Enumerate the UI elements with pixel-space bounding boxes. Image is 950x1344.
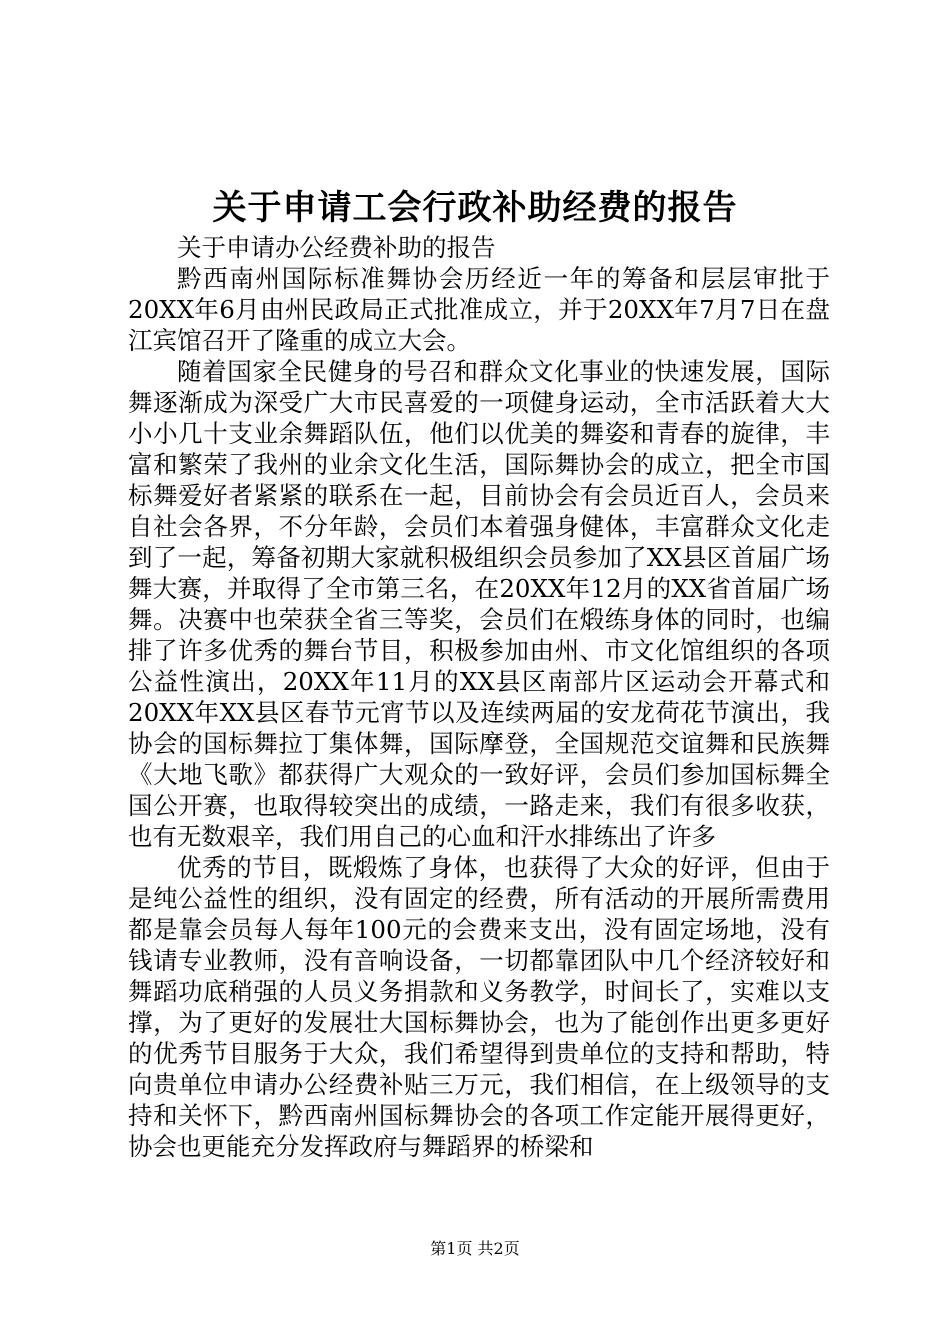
paragraph: 黔西南州国际标准舞协会历经近一年的筹备和层层审批于20XX年6月由州民政局正式批准成立，并于20XX年7月7日在盘江宾馆召开了隆重的成立大会。 [128,264,830,355]
paragraph: 关于申请办公经费补助的报告 [177,233,496,262]
page-number-footer: 第1页 共2页 [430,1239,520,1258]
document-body [128,232,830,1162]
paragraph: 优秀的节目，既煅炼了身体，也获得了大众的好评，但由于是纯公益性的组织，没有固定的经费，所有活动的开展所需费用都是靠会员每人每年100元的会费来支出，没有固定场地，没有钱请专业教师，没有音响设备，一切都靠团队中几个经济较好和舞蹈功底稍强的人员义务捐款和义务教学，时间长了，实难以支撑，为了更好的发展壮大国标舞协会，也为了能创作出更多更好的优秀节目服务于大众，我们希望得到贵单位的支持和帮助，特向贵单位申请办公经费补贴三万元，我们相信，在上级领导的支持和关怀下，黔西南州国标舞协会的各项工作定能开展得更好，协会也更能充分发挥政府与舞蹈界的桥梁和 [128,853,830,1161]
paragraph: 随着国家全民健身的号召和群众文化事业的快速发展，国际舞逐渐成为深受广大市民喜爱的一项健身运动，全市活跃着大大小小几十支业余舞蹈队伍，他们以优美的舞姿和青春的旋律，丰富和繁荣了我州的业余文化生活，国际舞协会的成立，把全市国标舞爱好者紧紧的联系在一起，目前协会有会员近百人，会员来自社会各界，不分年龄，会员们本着强身健体，丰富群众文化走到了一起，筹备初期大家就积极组织会员参加了XX县区首届广场舞大赛，并取得了全市第三名，在20XX年12月的XX省首届广场舞。决赛中也荣获全省三等奖，会员们在煅练身体的同时，也编排了许多优秀的舞台节目，积极参加由州、市文化馆组织的各项公益性演出，20XX年11月的XX县区南部片区运动会开幕式和20XX年XX县区春节元宵节以及连续两届的安龙荷花节演出，我协会的国标舞拉丁集体舞，国际摩登，全国规范交谊舞和民族舞《大地飞歌》都获得广大观众的一致好评，会员们参加国标舞全国公开赛，也取得较突出的成绩，一路走来，我们有很多收获，也有无数艰辛，我们用自己的心血和汗水排练出了许多 [128,357,830,851]
document-title: 关于申请工会行政补助经费的报告 [212,188,738,228]
